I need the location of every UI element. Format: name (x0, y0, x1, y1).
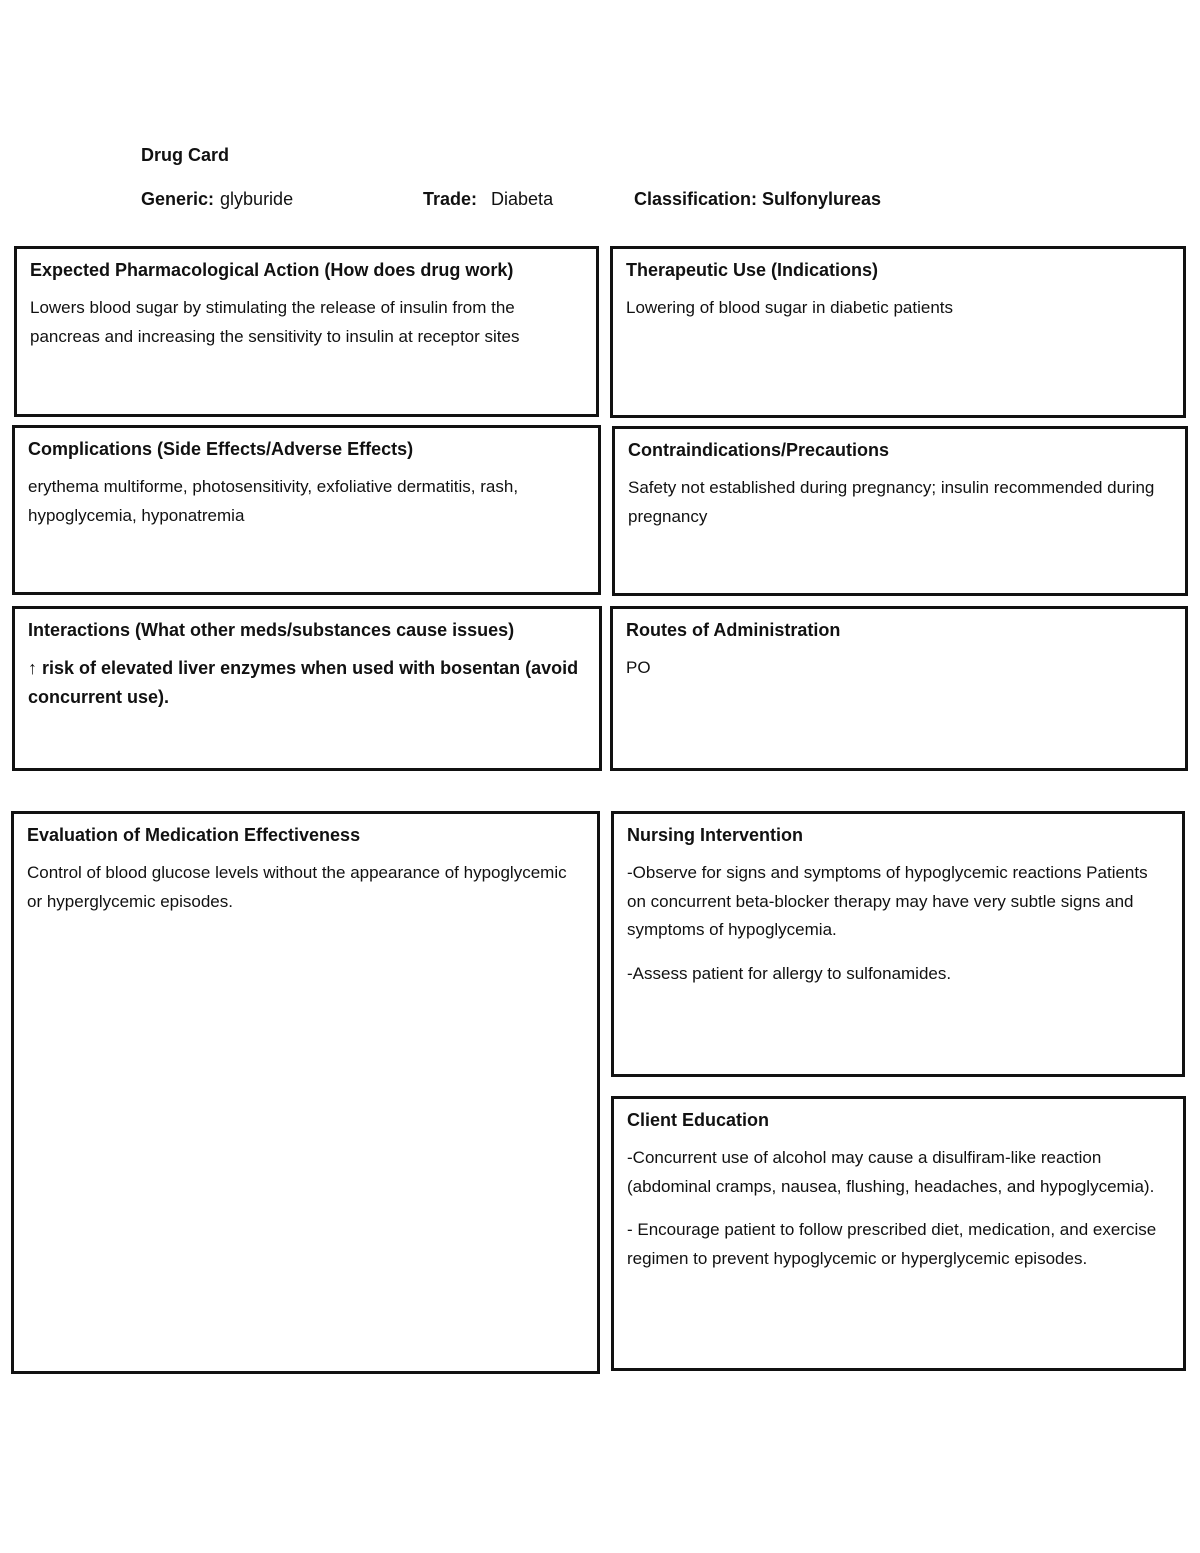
nursing-intervention-title: Nursing Intervention (627, 825, 804, 845)
evaluation-text: Control of blood glucose levels without the appearance of hypoglycemic or hyperglycemic episodes. (27, 863, 567, 911)
client-education-paragraph: - Encourage patient to follow prescribed diet, medication, and exercise regimen to prevent hypoglycemic or hyperglycemic episodes. (627, 1220, 1157, 1268)
generic-label: Generic: (141, 189, 215, 209)
therapeutic-use-title: Therapeutic Use (Indications) (626, 260, 879, 280)
generic-row (141, 188, 293, 210)
interactions-title: Interactions (What other meds/substances cause issues) (28, 620, 515, 640)
evaluation-title: Evaluation of Medication Effectiveness (27, 825, 361, 845)
interactions-text: ↑ risk of elevated liver enzymes when used with bosentan (avoid concurrent use). (28, 658, 579, 707)
trade-value: Diabeta (491, 189, 554, 209)
pharmacological-action-title: Expected Pharmacological Action (How does drug work) (30, 260, 514, 280)
contraindications-title: Contraindications/Precautions (628, 440, 890, 460)
trade-label: Trade: (423, 189, 478, 209)
classification: Classification: Sulfonylureas (634, 189, 882, 209)
client-education-title: Client Education (627, 1110, 770, 1130)
complications-box (12, 425, 601, 595)
complications-text: erythema multiforme, photosensitivity, exfoliative dermatitis, rash, hypoglycemia, hyponatremia (28, 477, 519, 525)
routes-title: Routes of Administration (626, 620, 841, 640)
contraindications-box (612, 426, 1188, 596)
client-education-box (611, 1096, 1186, 1371)
trade-row (423, 188, 553, 210)
client-education-paragraph: -Concurrent use of alcohol may cause a disulfiram-like reaction (abdominal cramps, nausea, flushing, headaches, and hypoglycemia). (627, 1148, 1155, 1196)
evaluation-box (11, 811, 600, 1374)
therapeutic-use-box (610, 246, 1186, 418)
interactions-box (12, 606, 602, 771)
therapeutic-use-text: Lowering of blood sugar in diabetic patients (626, 298, 953, 317)
pharmacological-action-box (14, 246, 599, 417)
routes-box (610, 606, 1188, 771)
contraindications-text: Safety not established during pregnancy; insulin recommended during pregnancy (628, 478, 1155, 526)
nursing-intervention-paragraph: -Assess patient for allergy to sulfonamides. (627, 963, 952, 983)
card-title: Drug Card (141, 145, 230, 165)
pharmacological-action-text: Lowers blood sugar by stimulating the release of insulin from the pancreas and increasing the sensitivity to insulin at receptor sites (30, 298, 520, 346)
complications-title: Complications (Side Effects/Adverse Effects) (28, 439, 414, 459)
nursing-intervention-paragraph: -Observe for signs and symptoms of hypoglycemic reactions Patients on concurrent beta-blocker therapy may have very subtle signs and symptoms of hypoglycemia. (627, 863, 1148, 939)
nursing-intervention-box (611, 811, 1185, 1077)
generic-value: glyburide (220, 189, 294, 209)
routes-text: PO (626, 658, 651, 677)
